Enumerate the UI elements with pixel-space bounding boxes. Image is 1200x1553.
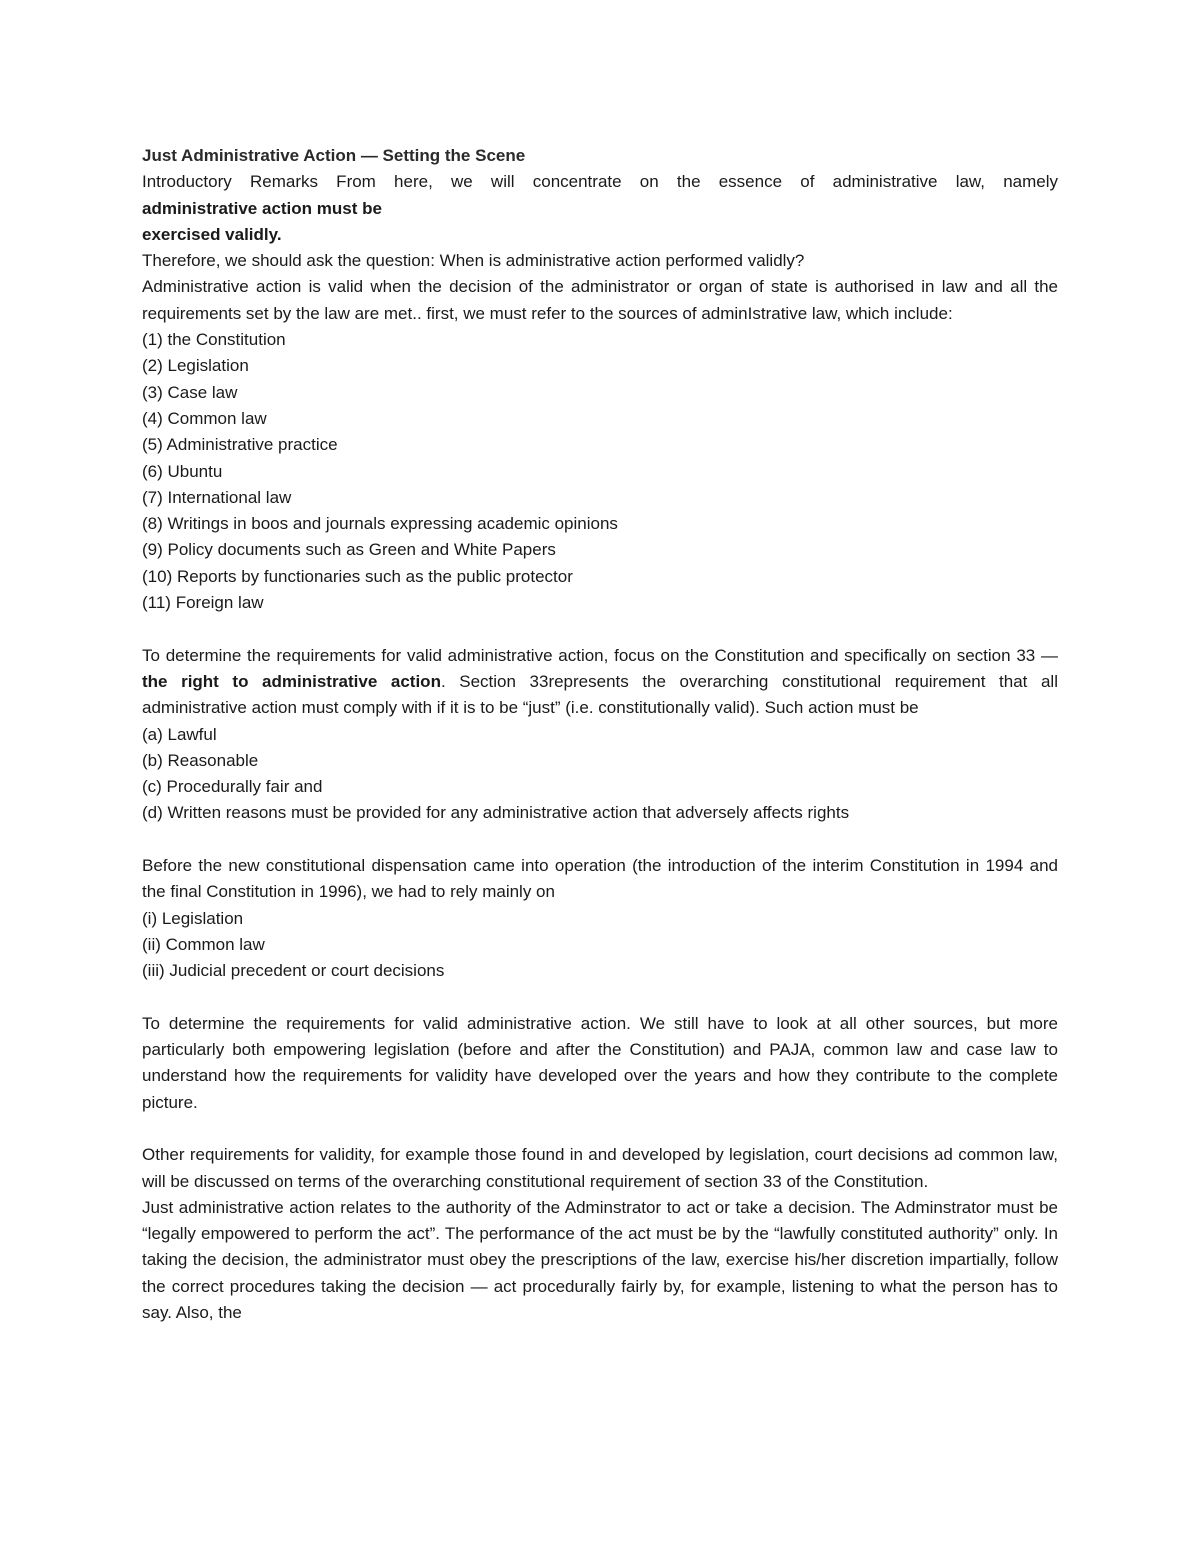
list-item: (11) Foreign law xyxy=(142,593,264,613)
list-item: (5) Administrative practice xyxy=(142,435,338,455)
list-item: (1) the Constitution xyxy=(142,330,286,350)
list-item: (c) Procedurally fair and xyxy=(142,777,323,797)
list-item: (7) International law xyxy=(142,487,292,507)
section-33-paragraph xyxy=(142,643,1058,722)
section-33-text-post: . Section 33represents the overarching constitutional requirement that all administrative action must comply with if it is to be “just” (i.e. constitutionally valid). Such action must be xyxy=(142,671,1058,718)
authority-paragraph: Just administrative action relates to the authority of the Adminstrator to act or take a decision. The Adminstrator must be “legally empowered to perform the act”. The performance of the act must be by the “lawfully constituted authority” only. In taking the decision, the administrator must obey the prescriptions of the law, exercise his/her discretion impartially, follow the correct procedures taking the decision — act procedurally fairly by, for example, listening to what the person has to say. Also, the xyxy=(142,1197,1058,1323)
list-item: (6) Ubuntu xyxy=(142,461,223,481)
section-33-right-bold: the right to administrative action xyxy=(142,671,441,691)
before-paragraph: Before the new constitutional dispensation came into operation (the introduction of the interim Constitution in 1994 and the final Constitution in 1996), we had to rely mainly on xyxy=(142,856,1058,902)
list-item: (a) Lawful xyxy=(142,724,217,744)
paragraph-spacer xyxy=(142,1116,1058,1142)
list-item: (ii) Common law xyxy=(142,934,265,954)
requirements-list xyxy=(142,722,1058,827)
determine-paragraph: To determine the requirements for valid administrative action. We still have to look at all other sources, but more particularly both empowering legislation (before and after the Constitution) and PAJA, common law and case law to understand how the requirements for validity have developed over the years and how they contribute to the complete picture. xyxy=(142,1013,1058,1112)
document-title: Just Administrative Action — Setting the Scene xyxy=(142,146,526,165)
other-requirements-paragraph: Other requirements for validity, for example those found in and developed by legislation, court decisions ad common law, will be discussed on terms of the overarching constitutional requirement of section 33 of the Constitution. xyxy=(142,1145,1058,1191)
intro-bold-line-1: administrative action must be xyxy=(142,198,382,218)
document-page xyxy=(142,143,1058,1326)
intro-question: Therefore, we should ask the question: When is administrative action performed validly? xyxy=(142,251,805,271)
list-item: (2) Legislation xyxy=(142,356,249,376)
list-item: (d) Written reasons must be provided for any administrative action that adversely affects rights xyxy=(142,803,850,823)
before-sources-list xyxy=(142,906,1058,985)
list-item: (10) Reports by functionaries such as the public protector xyxy=(142,566,573,586)
list-item: (9) Policy documents such as Green and White Papers xyxy=(142,540,556,560)
validity-paragraph: Administrative action is valid when the decision of the administrator or organ of state is authorised in law and all the requirements set by the law are met.. first, we must refer to the sources of adminIstrative law, which include: xyxy=(142,277,1058,323)
list-item: (i) Legislation xyxy=(142,908,244,928)
list-item: (b) Reasonable xyxy=(142,750,259,770)
section-33-text-pre: To determine the requirements for valid administrative action, focus on the Constitution and specifically on section 33 — xyxy=(142,645,1058,665)
paragraph-spacer xyxy=(142,616,1058,642)
list-item: (8) Writings in boos and journals expressing academic opinions xyxy=(142,514,618,534)
paragraph-spacer xyxy=(142,985,1058,1011)
sources-list xyxy=(142,327,1058,616)
list-item: (iii) Judicial precedent or court decisions xyxy=(142,961,445,981)
list-item: (3) Case law xyxy=(142,382,238,402)
intro-bold-line-2: exercised validly. xyxy=(142,224,282,244)
paragraph-spacer xyxy=(142,827,1058,853)
list-item: (4) Common law xyxy=(142,408,267,428)
intro-line: Introductory Remarks From here, we will concentrate on the essence of administrative law, namely xyxy=(142,172,1058,192)
